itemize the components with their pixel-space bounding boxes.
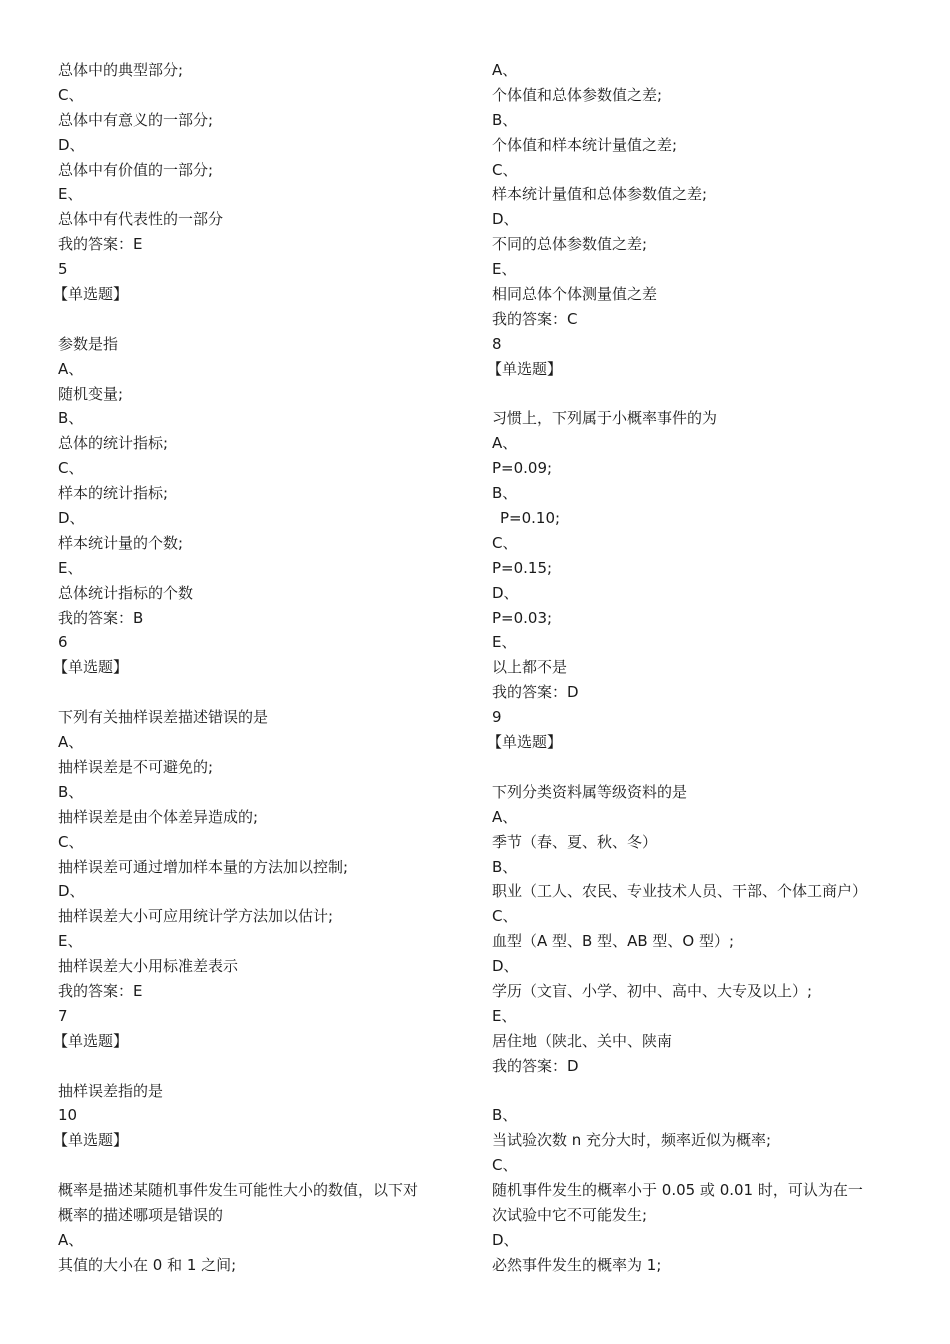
option-letter: C、 — [492, 533, 518, 552]
question-type: 【单选题】 — [53, 1131, 129, 1150]
option-text: 血型（A 型、B 型、AB 型、O 型）; — [492, 932, 735, 951]
option-text: P=0.10; — [500, 509, 561, 528]
my-answer: 我的答案：E — [58, 981, 143, 1000]
blank-line — [492, 1079, 902, 1104]
option-letter: A、 — [58, 733, 84, 752]
option-letter: C、 — [58, 832, 84, 851]
option-text: 抽样误差大小用标准差表示 — [58, 957, 239, 976]
option-letter: D、 — [58, 882, 85, 901]
option-text: 抽样误差是由个体差异造成的; — [58, 807, 259, 826]
question-stem: 下列分类资料属等级资料的是 — [492, 782, 688, 801]
option-text: 职业（工人、农民、专业技术人员、干部、个体工商户） — [492, 882, 868, 901]
my-answer: 我的答案：D — [492, 683, 579, 702]
option-text: 抽样误差可通过增加样本量的方法加以控制; — [58, 857, 349, 876]
option-text: 总体中的典型部分; — [58, 61, 184, 79]
question-stem: 参数是指 — [58, 334, 119, 353]
option-letter: B、 — [58, 782, 84, 801]
option-text: 季节（春、夏、秋、冬） — [492, 832, 658, 851]
option-text: 样本统计量的个数; — [58, 533, 184, 552]
option-letter: A、 — [492, 807, 518, 826]
question-stem-continued: 概率的描述哪项是错误的 — [58, 1205, 224, 1224]
question-number: 5 — [58, 260, 68, 279]
question-number: 6 — [58, 633, 68, 652]
question-type: 【单选题】 — [487, 359, 563, 378]
option-letter: A、 — [492, 434, 518, 453]
option-text: 必然事件发生的概率为 1; — [492, 1255, 662, 1274]
blank-line — [58, 1054, 468, 1079]
option-letter: C、 — [58, 85, 84, 104]
left-column — [53, 58, 468, 1278]
option-letter: D、 — [492, 957, 519, 976]
option-letter: A、 — [58, 1230, 84, 1249]
option-text: 总体中有意义的一部分; — [58, 110, 214, 129]
option-text: 随机变量; — [58, 384, 124, 403]
blank-line — [492, 382, 902, 407]
question-number: 10 — [58, 1106, 78, 1125]
option-letter: A、 — [492, 61, 518, 79]
question-stem: 下列有关抽样误差描述错误的是 — [58, 708, 269, 727]
option-text-continued: 次试验中它不可能发生; — [492, 1205, 648, 1224]
option-text: 抽样误差大小可应用统计学方法加以估计; — [58, 907, 334, 926]
my-answer: 我的答案：B — [58, 608, 144, 627]
blank-line — [58, 680, 468, 705]
option-text: 总体中有价值的一部分; — [58, 160, 214, 179]
option-text: 不同的总体参数值之差; — [492, 235, 648, 254]
question-type: 【单选题】 — [53, 285, 129, 304]
question-stem: 概率是描述某随机事件发生可能性大小的数值，以下对 — [58, 1181, 419, 1200]
option-letter: E、 — [492, 1006, 517, 1025]
option-text: P=0.09; — [492, 459, 553, 478]
option-text: 相同总体个体测量值之差 — [492, 285, 658, 304]
question-stem: 抽样误差指的是 — [58, 1081, 164, 1100]
option-text: 总体的统计指标; — [58, 434, 169, 453]
question-stem: 习惯上，下列属于小概率事件的为 — [492, 409, 718, 428]
option-letter: D、 — [58, 509, 85, 528]
option-letter: B、 — [492, 110, 518, 129]
question-number: 9 — [492, 708, 502, 727]
my-answer: 我的答案：E — [58, 235, 143, 254]
option-text: 总体统计指标的个数 — [58, 583, 194, 602]
option-letter: B、 — [58, 409, 84, 428]
option-text: 以上都不是 — [492, 658, 568, 677]
my-answer: 我的答案：C — [492, 309, 578, 328]
option-text: 学历（文盲、小学、初中、高中、大专及以上）; — [492, 981, 813, 1000]
option-letter: B、 — [492, 484, 518, 503]
option-letter: B、 — [492, 857, 518, 876]
option-letter: E、 — [58, 932, 83, 951]
option-text: P=0.03; — [492, 608, 553, 627]
option-letter: C、 — [492, 160, 518, 179]
option-text: 其值的大小在 0 和 1 之间; — [58, 1255, 237, 1274]
option-text: 个体值和总体参数值之差; — [492, 85, 663, 104]
question-type: 【单选题】 — [53, 1031, 129, 1050]
option-text: 居住地（陕北、关中、陕南 — [492, 1031, 673, 1050]
option-letter: E、 — [492, 633, 517, 652]
blank-line — [492, 755, 902, 780]
option-letter: D、 — [492, 1230, 519, 1249]
right-column — [487, 58, 902, 1278]
option-letter: A、 — [58, 359, 84, 378]
blank-line — [58, 1153, 468, 1178]
option-text: 随机事件发生的概率小于 0.05 或 0.01 时，可认为在一 — [492, 1181, 863, 1200]
option-text: 样本统计量值和总体参数值之差; — [492, 185, 708, 204]
option-letter: C、 — [492, 907, 518, 926]
option-letter: D、 — [492, 583, 519, 602]
question-type: 【单选题】 — [53, 658, 129, 677]
option-letter: E、 — [58, 558, 83, 577]
option-letter: C、 — [58, 459, 84, 478]
option-letter: D、 — [58, 135, 85, 154]
option-text: P=0.15; — [492, 558, 553, 577]
option-text: 样本的统计指标; — [58, 484, 169, 503]
question-number: 7 — [58, 1006, 68, 1025]
option-letter: B、 — [492, 1106, 518, 1125]
question-type: 【单选题】 — [487, 733, 563, 752]
option-text: 抽样误差是不可避免的; — [58, 757, 214, 776]
blank-line — [58, 307, 468, 332]
option-letter: E、 — [492, 260, 517, 279]
option-text: 当试验次数 n 充分大时，频率近似为概率; — [492, 1131, 772, 1150]
option-letter: C、 — [492, 1156, 518, 1175]
my-answer: 我的答案：D — [492, 1056, 579, 1075]
option-letter: D、 — [492, 210, 519, 229]
option-text: 总体中有代表性的一部分 — [58, 210, 224, 229]
question-number: 8 — [492, 334, 502, 353]
option-text: 个体值和样本统计量值之差; — [492, 135, 678, 154]
option-letter: E、 — [58, 185, 83, 204]
